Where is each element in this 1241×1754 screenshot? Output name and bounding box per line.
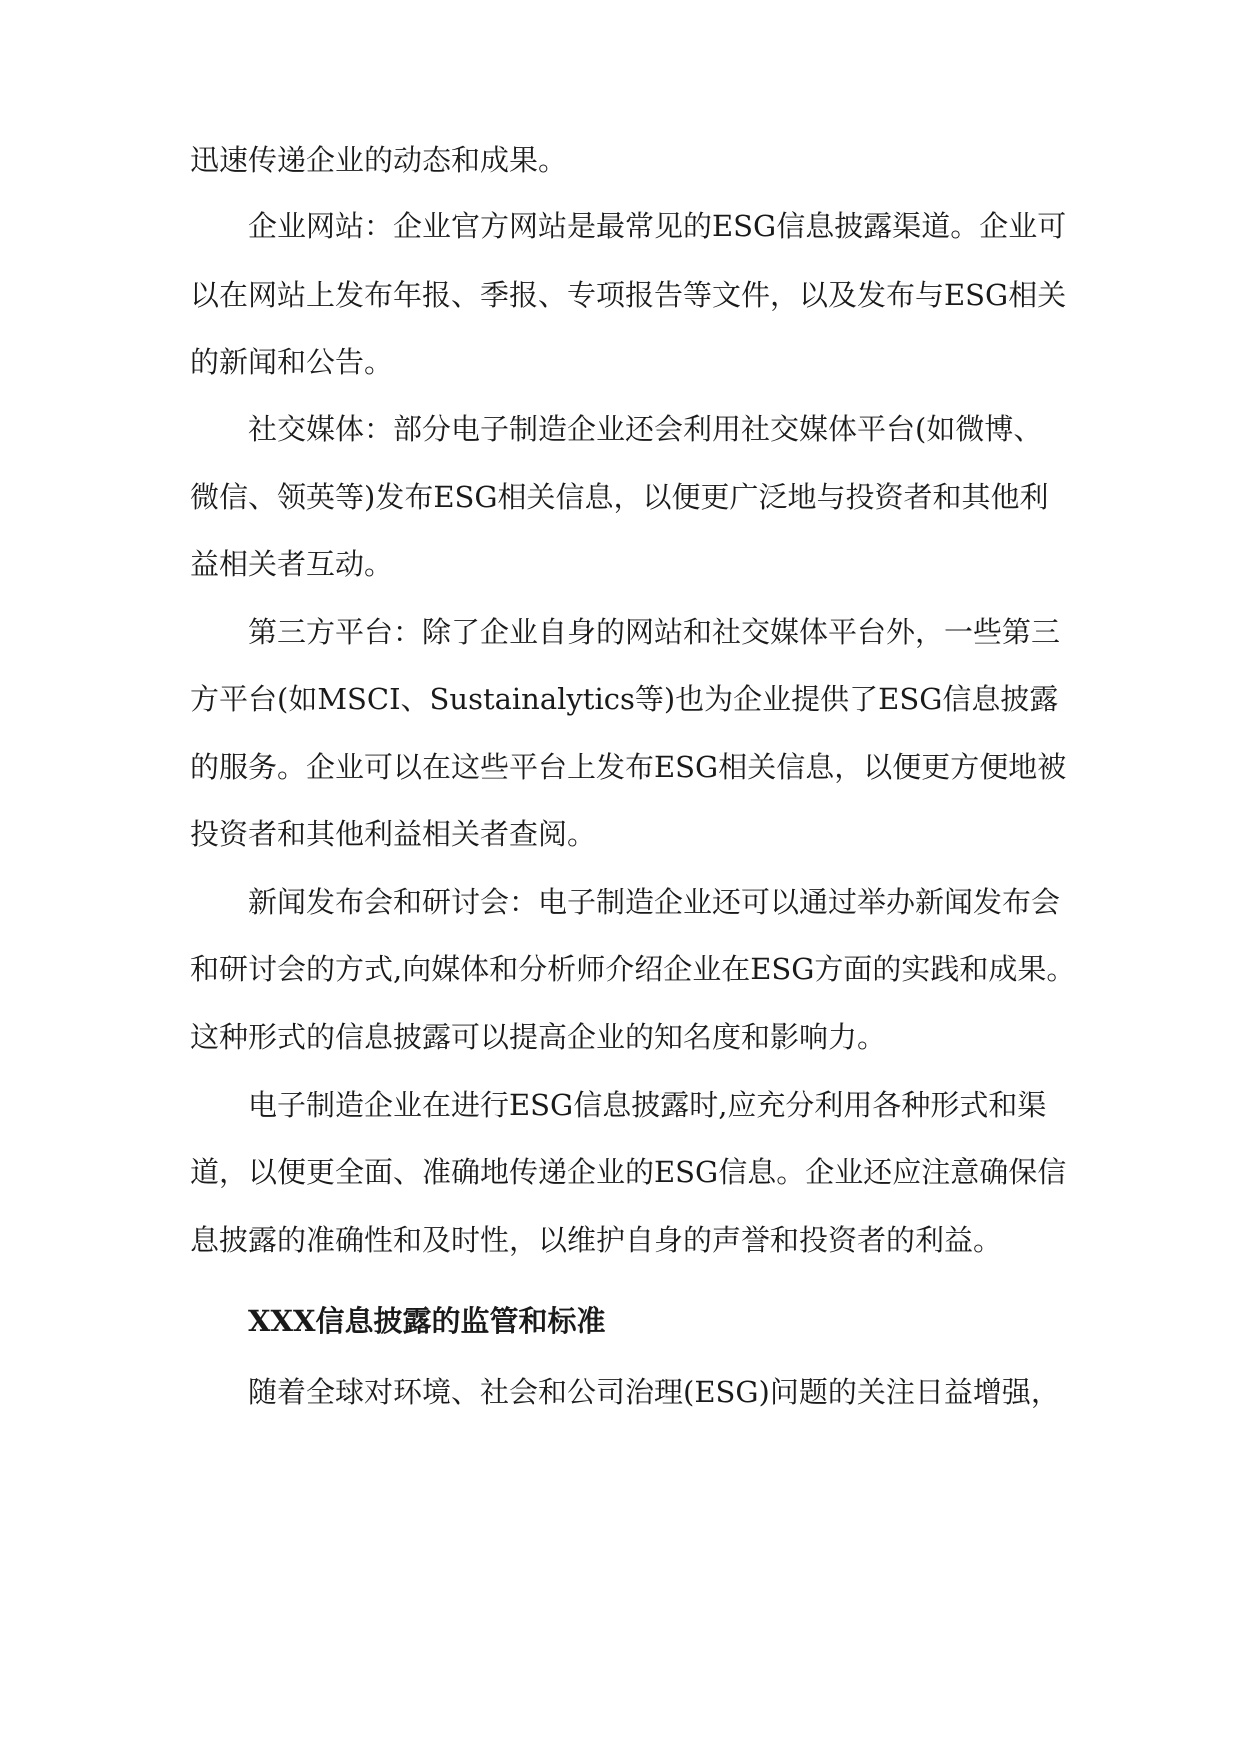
paragraph-line: 这种形式的信息披露可以提高企业的知名度和影响力。 [190,1020,887,1054]
paragraph-line: 的新闻和公告。 [190,345,394,379]
paragraph-line: 电子制造企业在进行ESG信息披露时,应充分利用各种形式和渠 [248,1088,1047,1122]
paragraph-line: 新闻发布会和研讨会：电子制造企业还可以通过举办新闻发布会 [248,885,1061,919]
paragraph-line: 企业网站：企业官方网站是最常见的ESG信息披露渠道。企业可 [248,209,1067,243]
paragraph-line: 第三方平台：除了企业自身的网站和社交媒体平台外，一些第三 [248,615,1061,649]
paragraph-line: 微信、领英等)发布ESG相关信息，以便更广泛地与投资者和其他利 [190,480,1049,514]
paragraph-line: 方平台(如MSCI、Sustainalytics等)也为企业提供了ESG信息披露 [190,682,1059,716]
section-heading: XXX信息披露的监管和标准 [248,1304,606,1338]
paragraph-line: 和研讨会的方式,向媒体和分析师介绍企业在ESG方面的实践和成果。 [190,952,1076,986]
paragraph-line: 以在网站上发布年报、季报、专项报告等文件，以及发布与ESG相关 [190,278,1067,312]
paragraph-line: 投资者和其他利益相关者查阅。 [190,817,597,851]
paragraph-line: 迅速传递企业的动态和成果。 [190,143,568,177]
paragraph-line: 的服务。企业可以在这些平台上发布ESG相关信息，以便更方便地被 [190,750,1067,784]
paragraph-line: 随着全球对环境、社会和公司治理(ESG)问题的关注日益增强， [248,1375,1060,1409]
paragraph-line: 社交媒体：部分电子制造企业还会利用社交媒体平台(如微博、 [248,412,1043,446]
paragraph-line: 道，以便更全面、准确地传递企业的ESG信息。企业还应注意确保信 [190,1155,1067,1189]
paragraph-line: 息披露的准确性和及时性，以维护自身的声誉和投资者的利益。 [190,1223,1003,1257]
paragraph-line: 益相关者互动。 [190,547,394,581]
